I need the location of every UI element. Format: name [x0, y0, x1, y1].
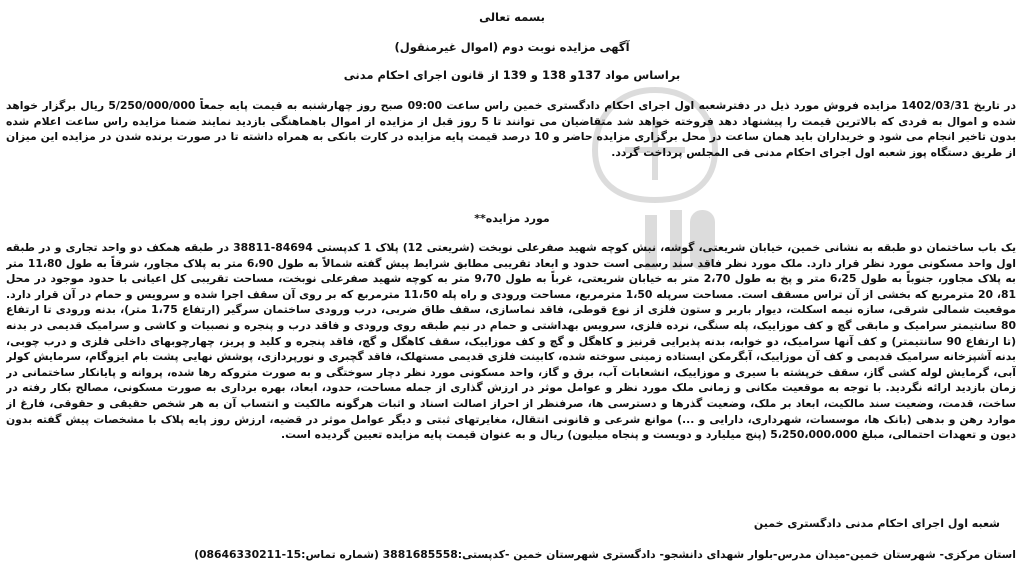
contact-address: استان مرکزی- شهرستان خمین-میدان مدرس-بلوار شهدای دانشجو- دادگستری شهرستان خمین -کدپستی:3881685558 (شماره تماس:15-08646330211) [194, 548, 1016, 561]
header-basmala: بسمه تعالی [479, 10, 545, 24]
header-legal-basis: براساس مواد 137و 138 و 139 از قانون اجرای احکام مدنی [343, 68, 681, 82]
signer-office: شعبه اول اجرای احکام مدنی دادگستری خمین [753, 517, 1000, 530]
property-description: یک باب ساختمان دو طبقه به نشانی خمین، خیابان شریعتی، گوشه، نبش کوچه شهید صفرعلی نوبخت (شریعتی 12) پلاک 1 کدپستی 84694-38811 در طبقه همکف دو واحد تجاری و در طبقه اول واحد مسکونی مورد نظر قرار دارد. ملک مورد نظر فاقد سند رسمی است حدود و ابعاد تقریبی مطابق شرایط پیش گفته شمالاً به طول 6،90 متر به پلاک مجاور، شرقاً به طول 11،80 متر به پلاک مجاور، جنوباً به طول 6،25 متر و پخ به طول 2،70 متر به خیابان شریعتی، غرباً به طول 9،70 متر به کوچه شهید صفرعلی نوبخت، مساحت تقریبی کل اعیانی با حدود موجود در محل 81، 20 مترمربع که بخشی از آن تراس مسقف است. مساحت سرپله 1،50 مترمربع، مساحت ورودی و راه پله 11،50 مترمربع که بر روی آن سقف اجرا شده و سرویس و حمام در آن قرار دارد. موقعیت شمالی شرقی، سازه نیمه اسکلت، دیوار باربر و ستون فلزی از نوع قوطی، فاقد نماسازی، سقف طاق ضربی، درب ورودی ساختمان سرگیر (ارتفاع 1،75 متر)، بدنه ورودی تا ارتفاع 80 سانتیمتر سرامیک و مابقی گچ و کف موزاییک، پله سنگی، نرده فلزی، سرویس بهداشتی و حمام در نیم طبقه روی ورودی و فاقد درب و پنجره و نصبیات و کاشی و سرامیک قدیمی در بدنه (تا ارتفاع 90 سانتیمتر) و کف آنها سرامیک، دو خوابه، بدنه پذیرایی قرنیز و کاهگل و گچ و کف موزاییک، سقف کاهگل و گچ، فاقد پنجره و کلید و پریز، چهارچوبهای داخلی فلزی و درب چوبی، بدنه آشپزخانه سرامیک قدیمی و کف آن موزاییک، آبگرمکن ایستاده زمینی سوخته شده، کابینت فلزی قدیمی مستهلک، فاقد گچبری و نورپردازی، پوشش نهایی پشت بام ایزوگام، سرمایش کولر آبی، گرمایش لوله کشی گاز، سقف خرپشته با سیری و موزاییک، انشعابات آب، برق و گاز، واحد مسکونی مورد نظر دچار سوختگی و به صورت متروکه رها شده، پروانه و پایانکار ساختمانی در زمان بازدید ارائه نگردید. با توجه به موقعیت مکانی و زمانی ملک مورد نظر و عوامل موثر در ارزش گذاری از جمله مساحت، حدود، ابعاد، بهره برداری به صورت مسکونی، مصالح بکار رفته در ساخت، قدمت، وضعیت سند مالکیت، ابعاد بر ملک، وضعیت گذرها و دسترسی ها، صرفنظر از احراز اصالت اسناد و اثبات هرگونه مالکیت و انتساب آن به هر شخص حقیقی و حقوقی، فارغ از موارد رهن و بدهی (بانک ها، موسسات، شهرداری، دارایی و ...) موانع شرعی و قانونی انتقال، مغایرتهای ثبتی و دیگر عوامل موثر در قضیه، ارزش روز پایه پلاک با مشخصات پیش گفته بدون دیون و تعهدات احتمالی، مبلغ 5،250،000،000 (پنج میلیارد و دویست و پنجاه میلیون) ریال و به عنوان قیمت پایه مزایده تعیین گردیده است. [6, 241, 1016, 442]
header-title: آگهی مزایده نوبت دوم (اموال غیرمنقول) [394, 40, 630, 54]
auction-item-heading: مورد مزایده** [474, 212, 550, 225]
intro-paragraph: در تاریخ 1402/03/31 مزایده فروش مورد ذیل در دفترشعبه اول اجرای احکام دادگستری خمین راس ساعت 09:00 صبح روز چهارشنبه به قیمت پایه جمعاً 5/250/000/000 ریال برگزار خواهد شده و اموال به فردی که بالاترین قیمت را پیشنهاد دهد فروخته خواهد شد متقاضیان می توانند تا 5 روز قبل از مزایده از اموال باهماهنگی بازدید نمایند ضمنا مزایده راس ساعت اعلام شده بدون تاخیر انجام می شود و خریداران باید همان ساعت در محل برگزاری مزایده حاضر و 10 درصد قیمت پایه مزایده در کارت بانکی به همراه داشته تا در صورت برنده شدن در مزایده این میزان از طریق دستگاه پوز شعبه اول اجرای احکام مدنی فی المجلس پرداخت گردد. [6, 99, 1016, 159]
